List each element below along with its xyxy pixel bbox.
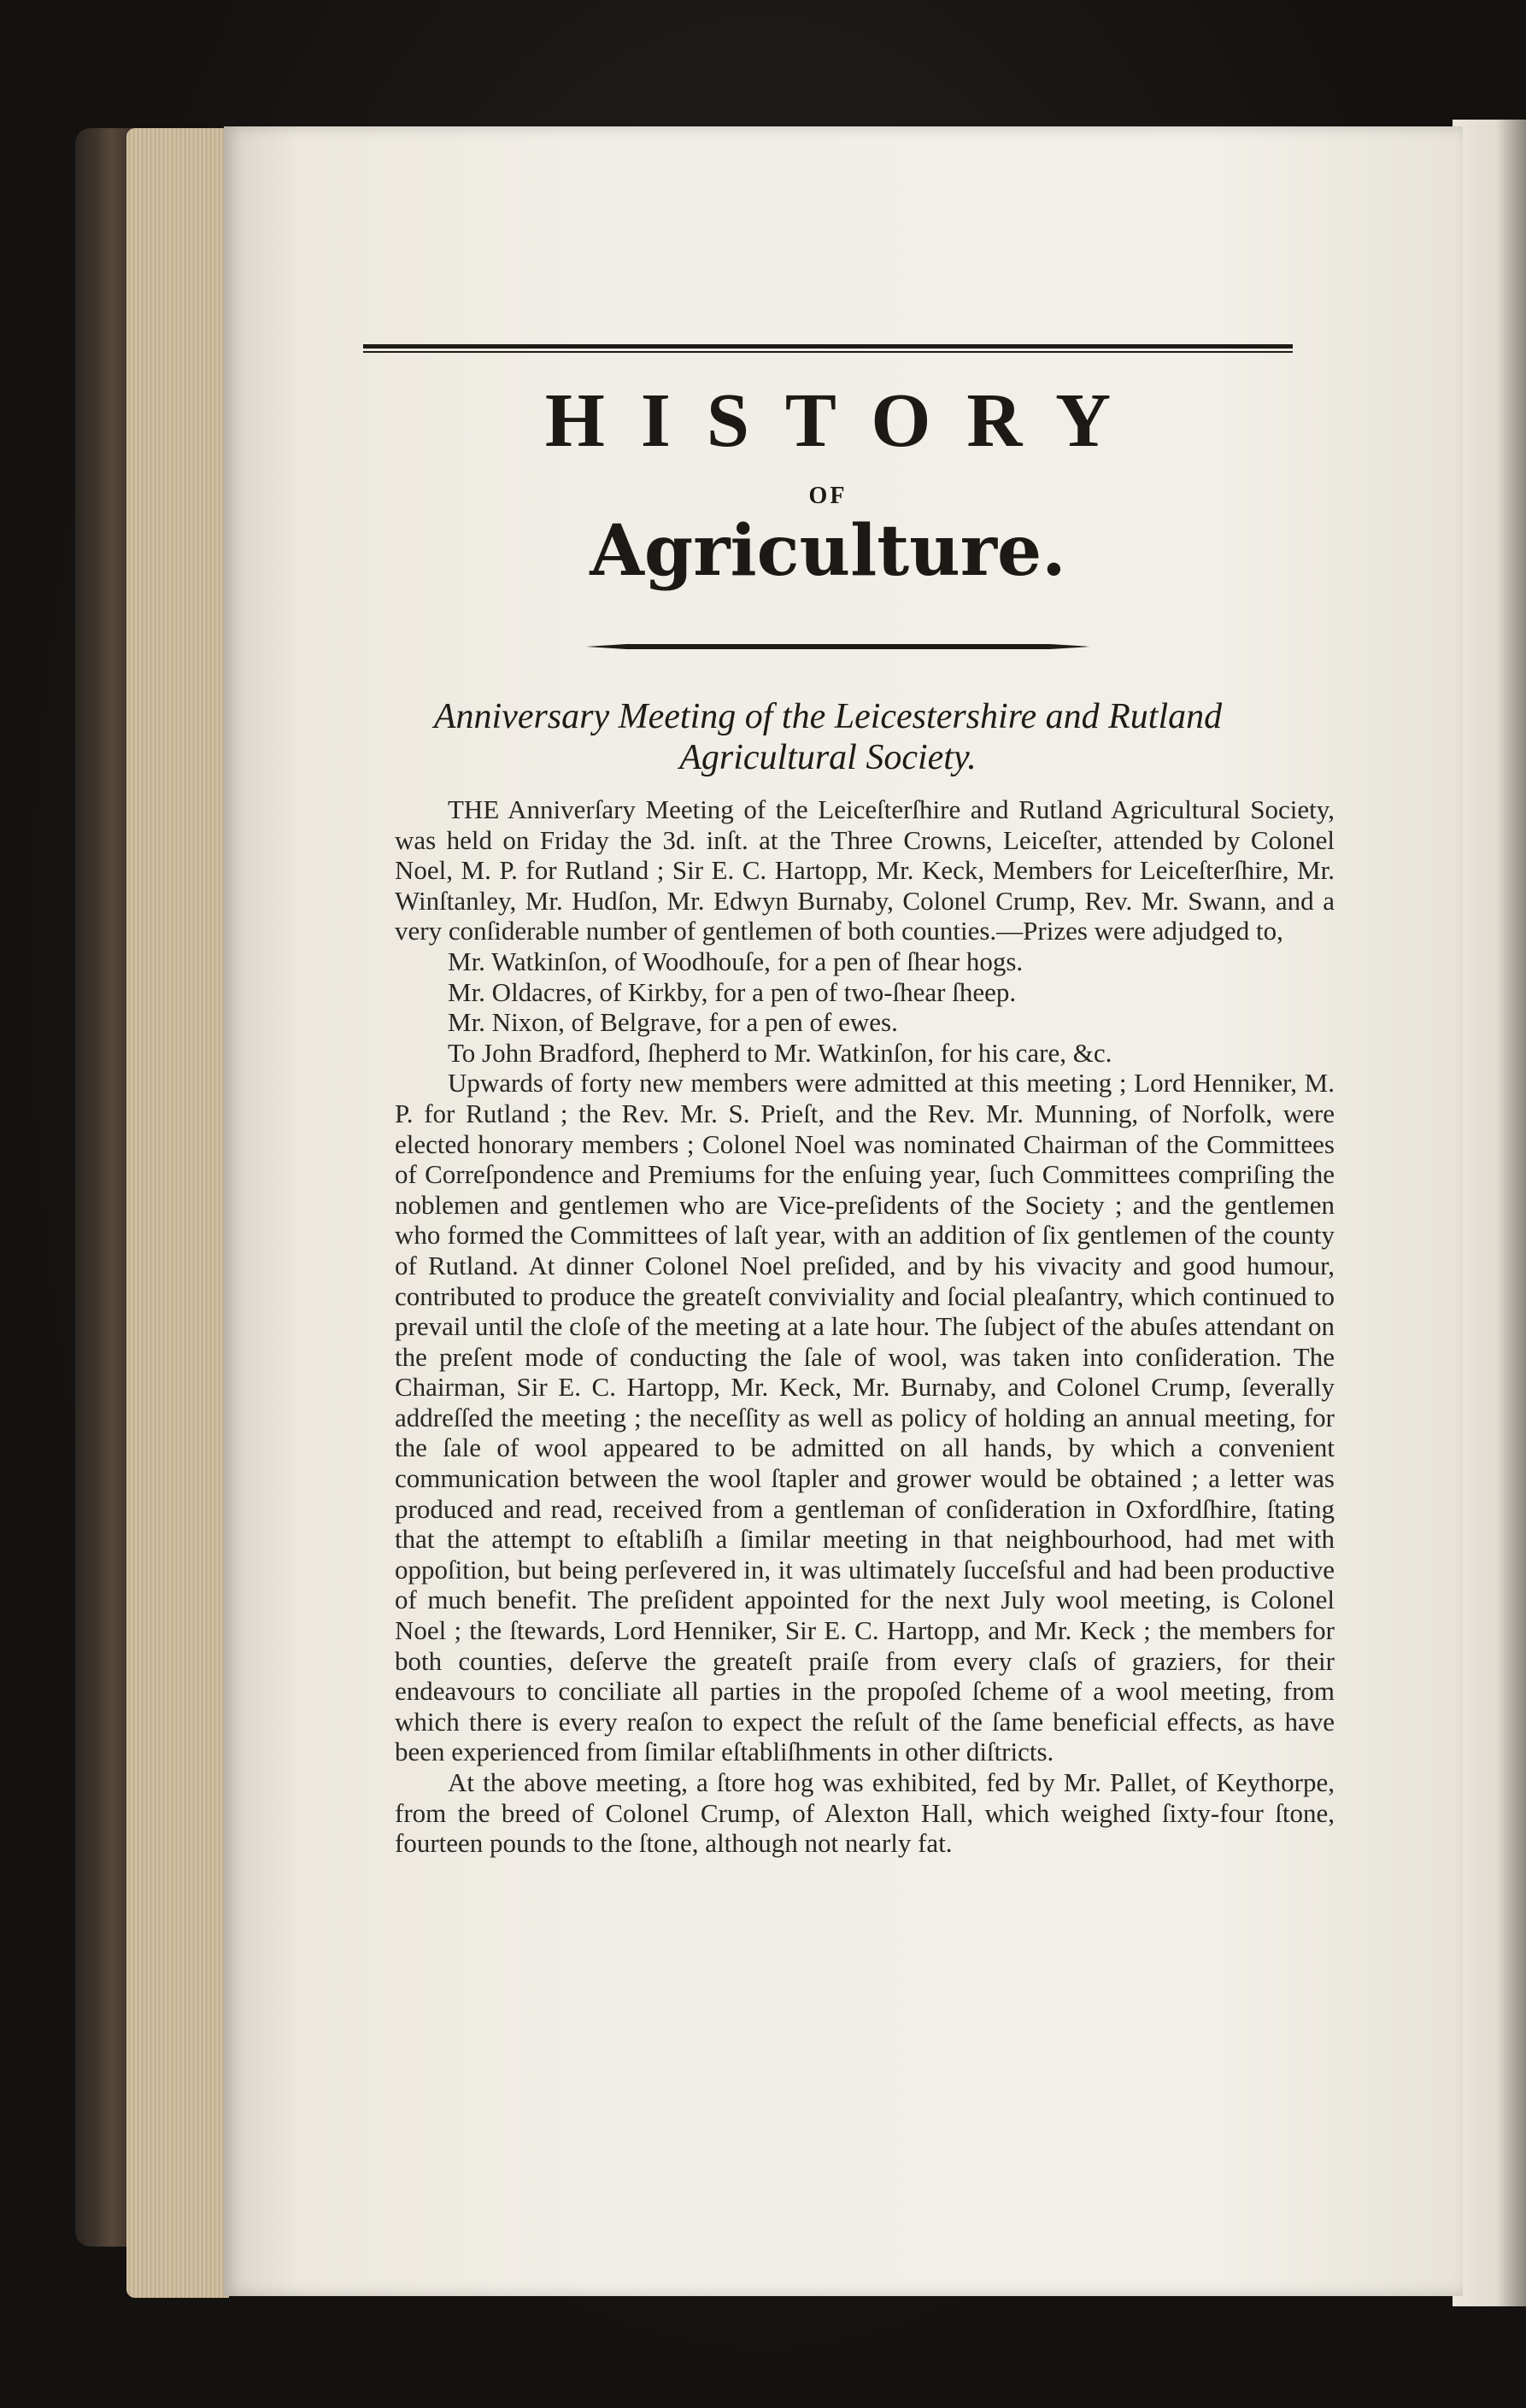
prize-item: Mr. Oldacres, of Kirkby, for a pen of two-ſhear ſheep. <box>448 976 1017 1007</box>
top-rule <box>363 344 1293 353</box>
next-page-edge <box>1453 120 1526 2306</box>
title-agriculture: Agriculture. <box>590 510 1066 592</box>
article-body <box>395 794 1335 1859</box>
prize-item: Mr. Watkinſon, of Woodhouſe, for a pen of ſhear hogs. <box>448 946 1024 976</box>
title-history: HISTORY <box>544 378 1147 463</box>
title-of: OF <box>808 483 848 509</box>
prize-item: Mr. Nixon, of Belgrave, for a pen of ewes. <box>448 1007 898 1038</box>
article-heading: Anniversary Meeting of the Leicestershire and Rutland Agricultural Society. <box>433 697 1223 777</box>
paragraph-members: Upwards of forty new members were admitted at this meeting ; Lord Henniker, M. P. for Rutland ; the Rev. Mr. S. Prieſt, and the Rev. Mr. Munning, of Norfolk, were elected honorary members ; Colonel Noel was nominated Chairman of the Committees of Correſpondence and Premiums for the enſuing year, ſuch Committees compriſing the noblemen and gentlemen who are Vice-preſidents of the Society ; and the gentlemen who formed the Committees of laſt year, with an addition of ſix gentlemen of the county of Rutland. At dinner Colonel Noel preſided, and by his vivacity and good humour, contributed to produce the greateſt conviviality and ſocial pleaſantry, which continued to prevail until the cloſe of the meeting at a late hour. The ſubject of the abuſes attendant on the preſent mode of conducting the ſale of wool, was taken into conſideration. The Chairman, Sir E. C. Hartopp, Mr. Keck, Mr. Burnaby, and Colonel Crump, ſeverally addreſſed the meeting ; the neceſſity as well as policy of holding an annual meeting, for the ſale of wool appeared to be admitted on all hands, by which a convenient communication between the wool ſtapler and grower would be obtained ; a letter was produced and read, received from a gentleman of conſideration in Oxfordſhire, ſtating that the attempt to eſtabliſh a ſimilar meeting in that neighbourhood, had met with oppoſition, but being perſevered in, it was ultimately ſucceſsful and had been productive of much benefit. The preſident appointed for the next July wool meeting, is Colonel Noel ; the ſtewards, Lord Henniker, Sir E. C. Hartopp, and Mr. Keck ; the members for both counties, deſerve the greateſt praiſe from every claſs of graziers, for their endeavours to conciliate all parties in the propoſed ſcheme of a wool meeting, from which there is every reaſon to expect the reſult of the ſame beneficial effects, as have been experienced from ſimilar eſtabliſhments in other diſtricts. <box>395 1068 1335 1767</box>
prize-item: To John Bradford, ſhepherd to Mr. Watkinſon, for his care, &c. <box>448 1037 1112 1068</box>
paragraph-intro: THE Anniverſary Meeting of the Leiceſterſhire and Rutland Agricultural Society, was held on Friday the 3d. inſt. at the Three Crowns, Leiceſter, attended by Colonel Noel, M. P. for Rutland ; Sir E. C. Hartopp, Mr. Keck, Members for Leiceſterſhire, Mr. Winſtanley, Mr. Hudſon, Mr. Edwyn Burnaby, Colonel Crump, Rev. Mr. Swann, and a very conſiderable number of gentlemen of both counties.—Prizes were adjudged to, <box>395 794 1335 946</box>
page-edges <box>126 128 229 2298</box>
paragraph-store-hog: At the above meeting, a ſtore hog was exhibited, fed by Mr. Pallet, of Keythorpe, from the breed of Colonel Crump, of Alexton Hall, which weighed ſixty-four ſtone, fourteen pounds to the ſtone, although not nearly fat. <box>395 1767 1335 1859</box>
